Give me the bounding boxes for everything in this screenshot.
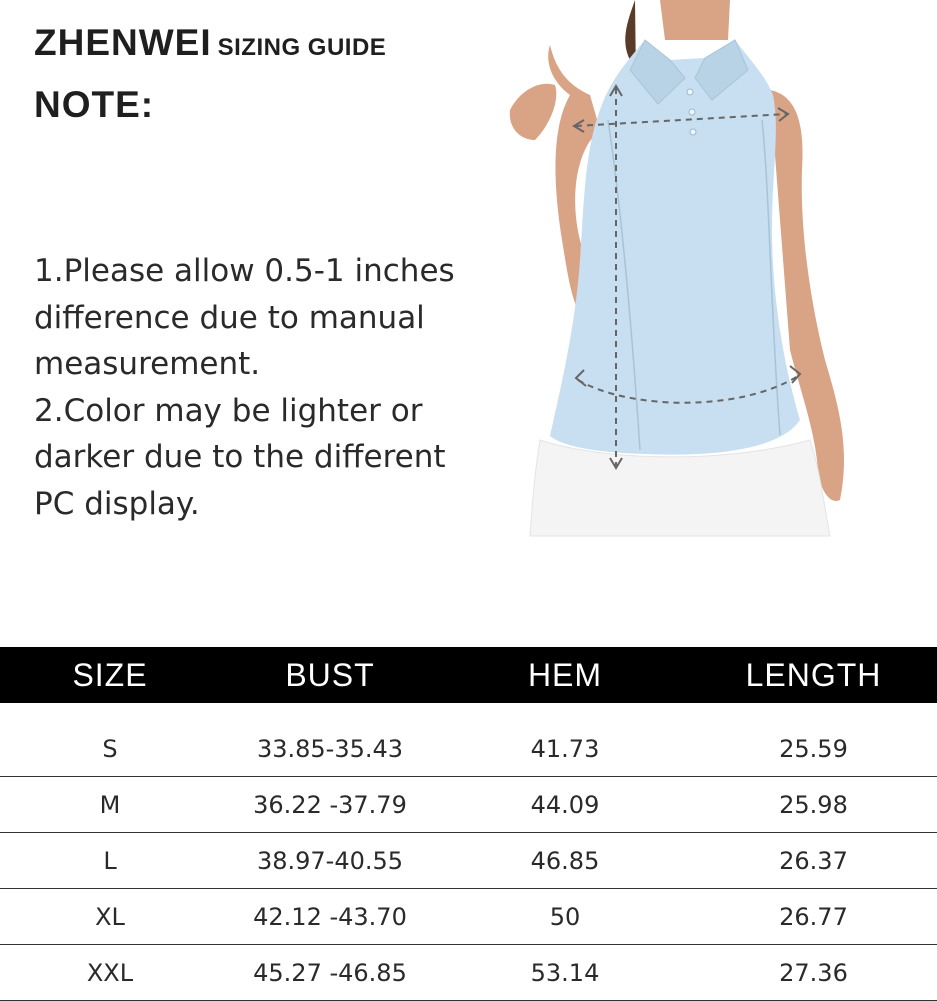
size-cell: XXL: [0, 945, 220, 1001]
table-row: [0, 833, 937, 889]
hem-cell: 44.09: [440, 777, 690, 833]
bust-cell: 45.27 -46.85: [220, 945, 440, 1001]
note-item: 1.Please allow 0.5-1 inches difference due to manual measurement.: [34, 253, 455, 382]
sizing-guide-label: SIZING GUIDE: [217, 34, 387, 61]
note-label: NOTE:: [34, 84, 155, 125]
table-header-row: [0, 647, 937, 703]
note-item: 2.Color may be lighter or darker due to the different PC display.: [34, 392, 446, 522]
button-icon: [689, 109, 695, 115]
size-table: [0, 647, 937, 1001]
hem-cell: 41.73: [440, 703, 690, 777]
length-cell: 26.77: [690, 889, 937, 945]
model-sleeveless-polo-illustration: [480, 0, 937, 540]
column-header-hem: HEM: [440, 647, 690, 703]
size-cell: L: [0, 833, 220, 889]
size-cell: XL: [0, 889, 220, 945]
size-cell: S: [0, 703, 220, 777]
table-row: [0, 945, 937, 1001]
length-cell: 26.37: [690, 833, 937, 889]
table-row: [0, 889, 937, 945]
length-cell: 25.98: [690, 777, 937, 833]
brand-name: ZHENWEI: [34, 22, 212, 63]
table-row: [0, 703, 937, 777]
size-cell: M: [0, 777, 220, 833]
hem-cell: 46.85: [440, 833, 690, 889]
bust-cell: 42.12 -43.70: [220, 889, 440, 945]
brand-heading: [34, 22, 386, 64]
hem-cell: 53.14: [440, 945, 690, 1001]
bust-cell: 33.85-35.43: [220, 703, 440, 777]
button-icon: [687, 89, 693, 95]
column-header-length: LENGTH: [690, 647, 937, 703]
length-cell: 27.36: [690, 945, 937, 1001]
length-cell: 25.59: [690, 703, 937, 777]
button-icon: [690, 129, 696, 135]
column-header-size: SIZE: [0, 647, 220, 703]
bust-cell: 36.22 -37.79: [220, 777, 440, 833]
right-arm-skin: [770, 90, 844, 501]
hem-cell: 50: [440, 889, 690, 945]
column-header-bust: BUST: [220, 647, 440, 703]
product-figure: [480, 0, 937, 540]
neck-skin: [660, 0, 730, 40]
bust-cell: 38.97-40.55: [220, 833, 440, 889]
table-row: [0, 777, 937, 833]
left-hand-skin: [510, 84, 557, 140]
notes-list: [34, 248, 464, 527]
